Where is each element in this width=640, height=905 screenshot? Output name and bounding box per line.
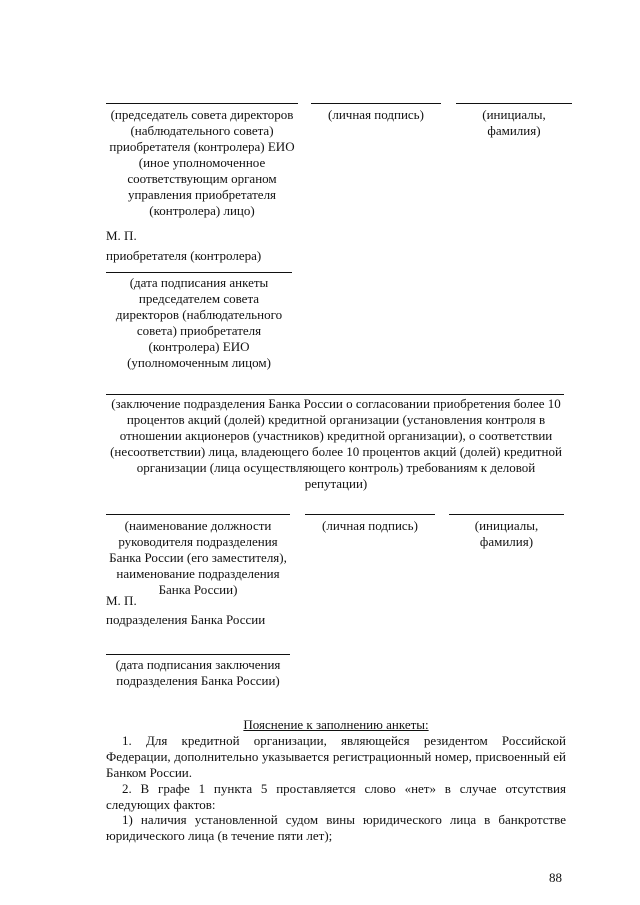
conclusion-line	[106, 394, 564, 395]
signature-line-initials	[456, 103, 572, 104]
bank-initials-caption: (инициалы, фамилия)	[474, 518, 539, 549]
date-caption-questionnaire: (дата подписания анкеты председателем совета директоров (наблюдательного совета) приобретателя (контролера) ЕИО (уполномоченным лицом)	[115, 275, 283, 370]
signature-line-position	[106, 103, 298, 104]
signature-line-bank-initials	[449, 514, 564, 515]
position-caption: (председатель совета директоров (наблюдательного совета) приобретателя (контролера) ЕИО (иное уполномоченное соответствующим органом управления приобретателя (контролера) лицо)	[109, 107, 295, 218]
signature-line-bank-position	[106, 514, 290, 515]
stamp-place-acquirer: М. П. приобретателя (контролера)	[106, 228, 262, 263]
bank-position-caption: (наименование должности руководителя подразделения Банка России (его заместителя), наименование подразделения Банка России)	[109, 518, 287, 597]
signature-line-bank-signature	[305, 514, 435, 515]
notes-paragraph-3: 1) наличия установленной судом вины юридического лица в банкротстве юридического лица (в течение пяти лет);	[106, 812, 566, 843]
signature-line-signature	[311, 103, 441, 104]
date-caption-conclusion: (дата подписания заключения подразделения Банка России)	[115, 657, 281, 688]
conclusion-caption: (заключение подразделения Банка России о согласовании приобретения более 10 процентов акций (долей) кредитной организации (установления контроля в отношении акционеров (участников) кредитной организации), о соответствии (несоответствии) лица, владеющего более 10 процентов акций (долей) кредитной организации (лица осуществляющего контроль) требованиям к деловой репутации)	[110, 396, 562, 491]
stamp-place-bank: М. П. подразделения Банка России	[106, 593, 266, 627]
bank-signature-caption: (личная подпись)	[322, 518, 418, 533]
notes-paragraph-2: 2. В графе 1 пункта 5 проставляется слово «нет» в случае отсутствия следующих фактов:	[106, 781, 566, 812]
initials-caption: (инициалы, фамилия)	[482, 107, 546, 138]
notes-title: Пояснение к заполнению анкеты:	[243, 717, 429, 732]
notes-paragraph-1: 1. Для кредитной организации, являющейся резидентом Российской Федерации, дополнительно указывается регистрационный номер, присвоенный ей Банком России.	[106, 733, 566, 780]
signature-caption: (личная подпись)	[328, 107, 424, 122]
date-line-questionnaire	[106, 272, 292, 273]
page-number: 88	[549, 870, 562, 885]
date-line-conclusion	[106, 654, 290, 655]
